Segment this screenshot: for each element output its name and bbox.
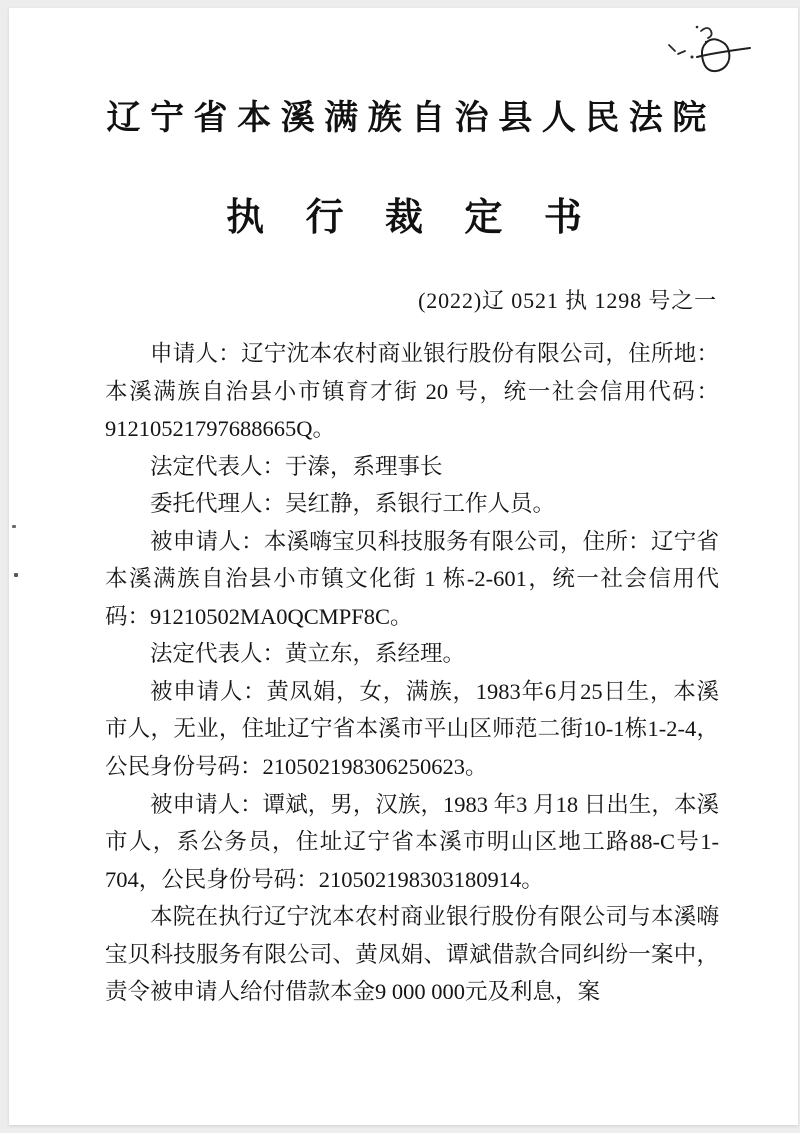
document-title: 执 行 裁 定 书	[226, 197, 598, 239]
document-paragraph: 本院在执行辽宁沈本农村商业银行股份有限公司与本溪嗨宝贝科技服务有限公司、黄凤娟、谭斌借款合同纠纷一案中，责令被申请人给付借款本金9 000 000元及利息，案	[105, 904, 719, 1005]
court-name-heading: 辽宁省本溪满族自治县人民法院	[106, 100, 716, 137]
scan-speck	[12, 525, 16, 528]
document-paragraph: 被申请人：本溪嗨宝贝科技服务有限公司，住所：辽宁省本溪满族自治县小市镇文化街 1 栋-2-601，统一社会信用代码：91210502MA0QCMPF8C。	[105, 528, 719, 629]
document-body	[105, 335, 719, 1011]
scan-speck	[14, 573, 18, 577]
document-paragraph: 法定代表人：于溱，系理事长	[150, 453, 443, 479]
case-number: (2022)辽 0521 执 1298 号之一	[418, 288, 717, 313]
handwritten-scribble-icon	[655, 15, 765, 85]
document-paragraph: 委托代理人：吴红静，系银行工作人员。	[150, 491, 556, 517]
document-paragraph: 被申请人：谭斌，男，汉族，1983 年3 月18 日出生，本溪市人，系公务员，住址辽宁省本溪市明山区地工路88-C号1-704，公民身份号码：210502198303180914。	[105, 791, 719, 892]
document-paragraph: 被申请人：黄凤娟，女，满族，1983年6月25日生，本溪市人，无业，住址辽宁省本溪市平山区师范二街10-1栋1-2-4，公民身份号码：210502198306250623。	[105, 678, 719, 780]
document-paragraph: 法定代表人：黄立东，系经理。	[150, 641, 466, 667]
document-paper	[9, 8, 798, 1125]
document-paragraph: 申请人：辽宁沈本农村商业银行股份有限公司，住所地：本溪满族自治县小市镇育才街 20 号，统一社会信用代码：91210521797688665Q。	[105, 341, 719, 442]
